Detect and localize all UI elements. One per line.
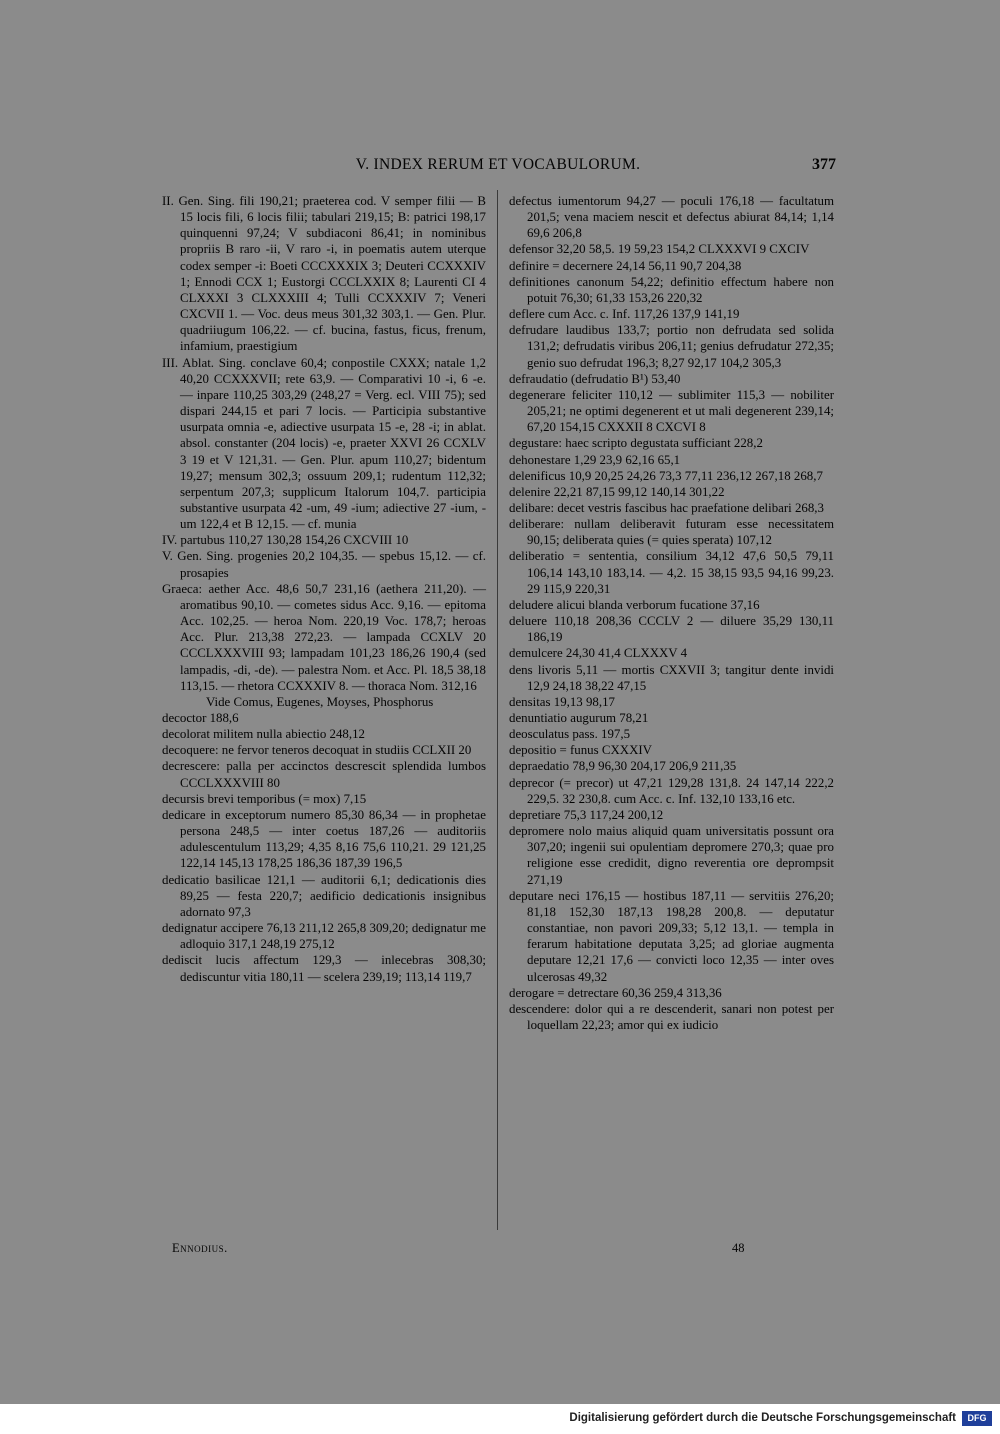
left-column [162, 193, 486, 985]
index-entry: deosculatus pass. 197,5 [509, 727, 631, 742]
index-entry: dehonestare 1,29 23,9 62,16 65,1 [509, 452, 681, 467]
index-entry: defectus iumentorum 94,27 — poculi 176,18 — facultatum 201,5; vena maciem nescit et defectus abiurat 84,14; 1,14 69,6 206,8 [509, 194, 834, 241]
index-entry: delenificus 10,9 20,25 24,26 73,3 77,11 236,12 267,18 268,7 [509, 468, 823, 483]
index-entry: deludere alicui blanda verborum fucatione 37,16 [509, 597, 760, 612]
index-entry: deflere cum Acc. c. Inf. 117,26 137,9 141,19 [509, 307, 740, 322]
index-entry: V. Gen. Sing. progenies 20,2 104,35. — spebus 15,12. — cf. prosapies [162, 549, 486, 580]
index-entry: descendere: dolor qui a re descenderit, sanari non potest per loquellam 22,23; amor qui ex iudicio [509, 1001, 834, 1032]
index-entry: definire = decernere 24,14 56,11 90,7 204,38 [509, 258, 742, 273]
index-entry: defrudare laudibus 133,7; portio non defrudata sed solida 131,2; defrudatis viribus 206,11; genius defrudatur 272,35; genio suo defrudat 196,3; 8,27 92,17 104,2 305,3 [509, 323, 834, 370]
index-entry: dedicatio basilicae 121,1 — auditorii 6,1; dedicationis dies 89,25 — festa 220,7; aedificio dedicationis insignibus adornato 97,3 [162, 872, 486, 919]
index-entry: Graeca: aether Acc. 48,6 50,7 231,16 (aethera 211,20). — aromatibus 90,10. — cometes sidus Acc. 9,16. — epitoma Acc. 102,25. — heroa Nom. 220,19 Voc. 178,7; heroas Acc. Plur. 213,38 272,23. — lampada CCXLV 20 CCCLXXXVIII 93; lampadam 101,23 186,26 190,4 (sed lampadis, -di, -de). — palestra Nom. et Acc. Pl. 18,5 38,18 113,15. — rhetora CCXXXIV 8. — thoraca Nom. 312,16 [162, 581, 486, 693]
index-entry: delenire 22,21 87,15 99,12 140,14 301,22 [509, 484, 725, 499]
index-entry: degustare: haec scripto degustata sufficiant 228,2 [509, 436, 763, 451]
index-entry: deputare neci 176,15 — hostibus 187,11 — servitiis 276,20; 81,18 152,30 187,13 198,28 200,8. — deputatur constantiae, non pavori 209,33; 5,12 13,1. — templa in ferarum habitatione deputata 3,25; ad gloriae augmenta deputare 12,21 17,6 — convicti loco 12,35 — inter oves ulcerosas 49,32 [509, 888, 834, 984]
index-cross-reference: Vide Comus, Eugenes, Moyses, Phosphorus [206, 694, 434, 709]
index-entry: degenerare feliciter 110,12 — sublimiter 115,3 — nobiliter 205,21; ne optimi degenerent et ut mali degenerent 239,14; 67,20 154,15 CXXXII 8 CXCVI 8 [509, 387, 834, 435]
index-entry: depositio = funus CXXXIV [509, 743, 652, 758]
index-entry: dedicare in exceptorum numero 85,30 86,34 — in prophetae persona 248,5 — inter coetus 187,26 — auditoriis adulescentulum 113,29; 4,35 8,16 75,6 110,21. 29 121,25 122,14 145,13 178,25 186,36 187,39 196,5 [162, 807, 486, 871]
index-entry: depretiare 75,3 117,24 200,12 [509, 807, 664, 822]
index-entry: depromere nolo maius aliquid quam universitatis possunt ora 307,20; ingenii sui opulentiam depromere 270,3; quae pro religione esse credidit, digno reverentia ore deprompsit 271,19 [509, 824, 834, 887]
right-column [509, 193, 834, 1033]
column-divider [497, 190, 498, 1230]
page-number: 377 [812, 156, 836, 173]
index-entry: depraedatio 78,9 96,30 204,17 206,9 211,35 [509, 759, 737, 774]
running-title: V. INDEX RERUM ET VOCABULORUM. [355, 156, 641, 173]
index-entry: deliberare: nullam deliberavit futuram esse necessitatem 90,15; deliberata quies (= quies sperata) 107,12 [509, 517, 834, 548]
index-entry: definitiones canonum 54,22; definitio effectum habere non potuit 76,30; 61,33 153,26 220,32 [509, 274, 834, 305]
index-entry: decoctor 188,6 [162, 711, 239, 725]
index-entry: IV. partubus 110,27 130,28 154,26 CXCVIII 10 [162, 533, 409, 548]
index-entry: densitas 19,13 98,17 [509, 694, 615, 709]
index-entry: dedignatur accipere 76,13 211,12 265,8 309,20; dedignatur me adloquio 317,1 248,19 275,12 [162, 921, 486, 952]
index-entry: decursis brevi temporibus (= mox) 7,15 [162, 791, 367, 806]
index-entry: denuntiatio augurum 78,21 [509, 711, 649, 725]
index-entry: deliberatio = sententia, consilium 34,12 47,6 50,5 79,11 106,14 143,10 183,14. — 4,2. 15 38,15 93,5 94,16 99,23. 29 115,9 220,31 [509, 549, 834, 596]
index-entry: dens livoris 5,11 — mortis CXXVII 3; tangitur dente invidi 12,9 24,18 38,22 47,15 [509, 662, 834, 693]
index-entry: decrescere: palla per accinctos descrescit splendida lumbos CCCLXXXVIII 80 [162, 759, 486, 790]
index-entry: defraudatio (defrudatio B¹) 53,40 [509, 371, 681, 386]
index-entry: defensor 32,20 58,5. 19 59,23 154,2 CLXXXVI 9 CXCIV [509, 242, 810, 257]
digitization-bar [0, 1404, 1000, 1434]
index-entry: deprecor (= precor) ut 47,21 129,28 131,8. 24 147,14 222,2 229,5. 32 230,8. cum Acc. c. Inf. 132,10 133,16 etc. [509, 775, 834, 806]
index-entry: III. Ablat. Sing. conclave 60,4; conpostile CXXX; natale 1,2 40,20 CCXXXVII; rete 63,9. — Comparativi 10 -i, 6 -e. — inpare 110,25 303,29 (248,27 = Verg. ecl. VIII 75); sed dispari 244,15 et pari 7 locis. — Participia substantive usurpata omnia -e, adiective usurpata 15 -e, 28 -i; in ablat. absol. constanter (204 locis) -e, praeter XXVI 26 CCXLV 3 19 et V 121,31. — Gen. Plur. apum 110,27; bidentum 19,27; mensum 302,3; ossuum 209,1; rudentum 112,32; serpentum 207,3; supplicum Italorum 104,7. participia substantive usurpata 42 -um, 49 -ium; adiective 27 -ium, -um 122,4 et B 12,15. — cf. munia [162, 355, 486, 532]
index-entry: decolorat militem nulla abiectio 248,12 [162, 727, 365, 742]
index-entry: II. Gen. Sing. fili 190,21; praeterea cod. V semper filii — B 15 locis fili, 6 locis filii; tabulari 219,15; B: patrici 198,17 quinquenni 97,24; V subdiaconi 86,41; in nominibus propriis B raro -ii, V raro -i, in poematis autem uterque codex semper -i: Boeti CCCXXXIX 3; Deuteri CCXXXIV 1; Ennodi CCX 1; Eustorgi CCCLXXIX 8; Laurenti CI 4 CLXXXI 3 CLXXXIII 4; Tulli CCXXXIV 7; Veneri CXCVII 1. — Voc. deus meus 301,32 303,1. — Gen. Plur. quadriiugum 106,22. — cf. bucina, fastus, ficus, frenum, infamium, praestigium [162, 194, 486, 354]
index-entry: delibare: decet vestris fascibus hac praefatione delibari 268,3 [509, 500, 824, 515]
digitization-credit: Digitalisierung gefördert durch die Deutsche Forschungsgemeinschaft [569, 1412, 956, 1424]
index-entry: demulcere 24,30 41,4 CLXXXV 4 [509, 646, 688, 661]
dfg-logo-icon: DFG [962, 1411, 992, 1426]
sheet-number: 48 [732, 1241, 745, 1255]
page-header [160, 156, 836, 182]
index-entry: derogare = detrectare 60,36 259,4 313,36 [509, 985, 722, 1000]
index-entry: decoquere: ne fervor teneros decoquat in studiis CCLXII 20 [162, 743, 472, 758]
index-entry: deluere 110,18 208,36 CCCLV 2 — diluere 35,29 130,11 186,19 [509, 614, 834, 645]
index-entry: dediscit lucis affectum 129,3 — inlecebras 308,30; dediscuntur vitia 180,11 — scelera 239,19; 113,14 119,7 [162, 953, 486, 984]
signature-mark: Ennodius. [172, 1241, 228, 1255]
